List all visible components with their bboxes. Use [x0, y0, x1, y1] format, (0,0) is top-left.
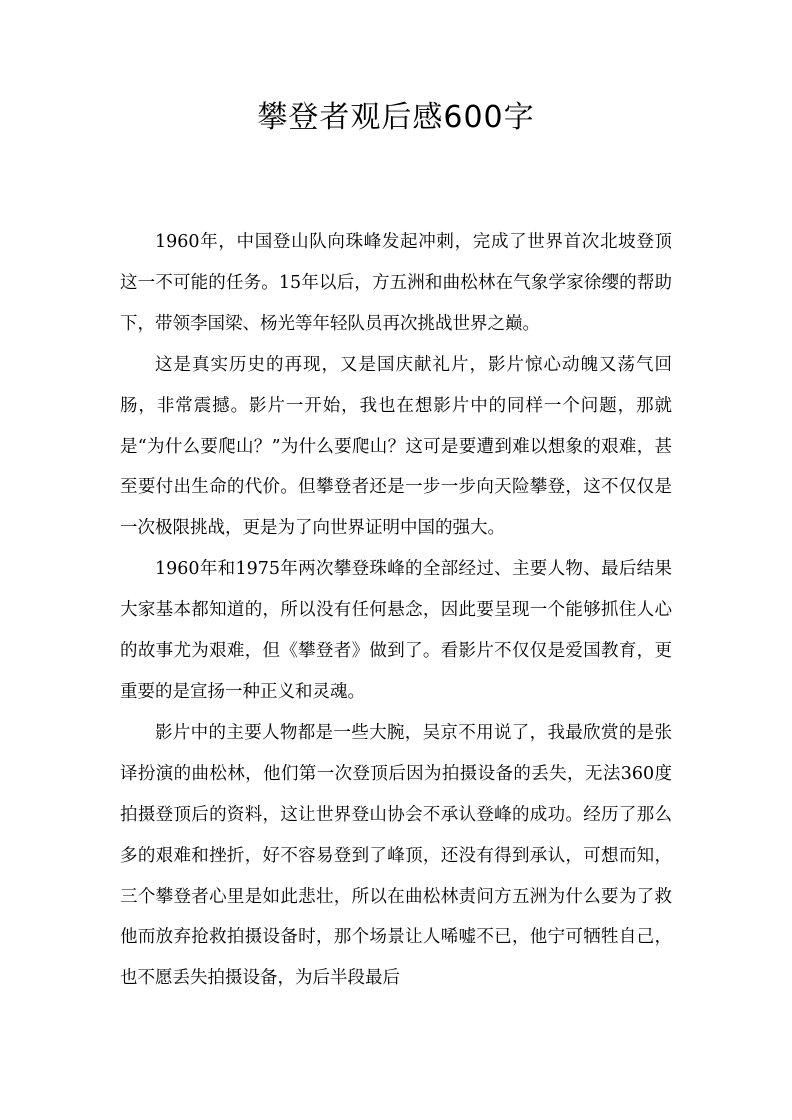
paragraph-1: 1960年，中国登山队向珠峰发起冲刺，完成了世界首次北坡登顶这一不可能的任务。15年以后，方五洲和曲松林在气象学家徐缨的帮助下，带领李国梁、杨光等年轻队员再次挑战世界之巅。 [120, 232, 672, 334]
document-title: 攀登者观后感600字 [257, 100, 535, 135]
paragraph-3: 1960年和1975年两次攀登珠峰的全部经过、主要人物、最后结果大家基本都知道的，所以没有任何悬念，因此要呈现一个能够抓住人心的故事尤为艰难，但《攀登者》做到了。看影片不仅仅是爱国教育，更重要的是宣扬一种正义和灵魂。 [120, 559, 672, 702]
paragraph-2: 这是真实历史的再现，又是国庆献礼片，影片惊心动魄又荡气回肠，非常震撼。影片一开始，我也在想影片中的同样一个问题，那就是“为什么要爬山？”为什么要爬山？这可是要遭到难以想象的艰难，甚至要付出生命的代价。但攀登者还是一步一步向天险攀登，这不仅仅是一次极限挑战，更是为了向世界证明中国的强大。 [120, 354, 672, 539]
document-body [120, 222, 672, 999]
paragraph-4: 影片中的主要人物都是一些大腕，吴京不用说了，我最欣赏的是张译扮演的曲松林，他们第一次登顶后因为拍摄设备的丢失，无法360度拍摄登顶后的资料，这让世界登山协会不承认登峰的成功。经历了那么多的艰难和挫折，好不容易登到了峰顶，还没有得到承认，可想而知，三个攀登者心里是如此悲壮，所以在曲松林责问方五洲为什么要为了救他而放弃抢救拍摄设备时，那个场景让人唏嘘不已，他宁可牺牲自己，也不愿丢失拍摄设备，为后半段最后 [120, 722, 672, 989]
